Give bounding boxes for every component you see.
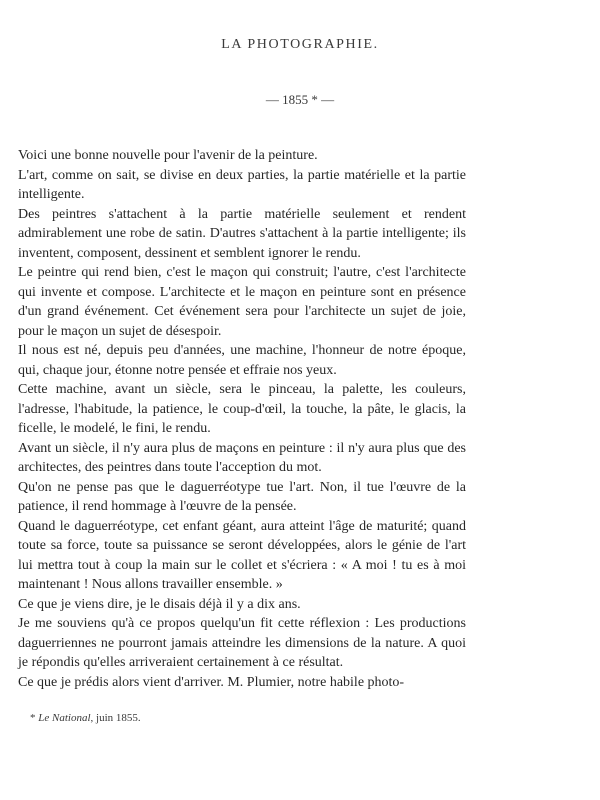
paragraph: Ce que je viens dire, je le disais déjà il y a dix ans. (18, 596, 301, 612)
date-heading: — 1855 * — (265, 92, 335, 107)
paragraph: Des peintres s'attachent à la partie matérielle seulement et rendent admirablement une robe de satin. D'autres s'attachent à la partie intelligente; ils inventent, composent, dessinent et semblent ignorer le rendu. (18, 206, 466, 261)
paragraph: Cette machine, avant un siècle, sera le pinceau, la palette, les couleurs, l'adresse, l'habitude, la patience, le coup-d'œil, la touche, la pâte, le glacis, la ficelle, le modelé, le fini, le rendu. (18, 382, 466, 436)
footnote (30, 712, 141, 724)
paragraph: Qu'on ne pense pas que le daguerréotype tue l'art. Non, il tue l'œuvre de la patience, il rend hommage à l'œuvre de la pensée. (18, 479, 466, 514)
paragraph: Je me souviens qu'à ce propos quelqu'un fit cette réflexion : Les productions daguerriennes ne pourront jamais atteindre les dimensions de la nature. A quoi je répondis qu'elles arriveraient certainement à ce résultat. (18, 616, 466, 670)
footnote-source: Le National (38, 712, 91, 724)
footnote-marker: * (30, 712, 36, 724)
paragraph: Ce que je prédis alors vient d'arriver. M. Plumier, notre habile photo- (18, 674, 405, 690)
paragraph: Quand le daguerréotype, cet enfant géant, aura atteint l'âge de maturité; quand toute sa force, toute sa puissance se seront développées, alors le génie de l'art lui mettra tout à coup la main sur le collet et s'écriera : « A moi ! tu es à moi maintenant ! Nous allons travailler ensemble. » (18, 518, 466, 592)
paragraph: Voici une bonne nouvelle pour l'avenir de la peinture. (18, 148, 318, 163)
footnote-date: , juin 1855. (90, 712, 141, 724)
page-title: LA PHOTOGRAPHIE. (221, 37, 379, 52)
paragraph: Avant un siècle, il n'y aura plus de maçons en peinture : il n'y aura plus que des architectes, des peintres dans toute l'acception du mot. (18, 440, 466, 475)
paragraph: Le peintre qui rend bien, c'est le maçon qui construit; l'autre, c'est l'architecte qui invente et compose. L'architecte et le maçon en peinture sont en présence d'un grand événement. Cet événement sera pour l'architecte un sujet de joie, pour le maçon un sujet de désespoir. (18, 265, 466, 339)
paragraph: L'art, comme on sait, se divise en deux parties, la partie matérielle et la partie intelligente. (18, 167, 466, 202)
body-text (18, 146, 466, 692)
paragraph: Il nous est né, depuis peu d'années, une machine, l'honneur de notre époque, qui, chaque jour, étonne notre pensée et effraie nos yeux. (18, 343, 466, 378)
